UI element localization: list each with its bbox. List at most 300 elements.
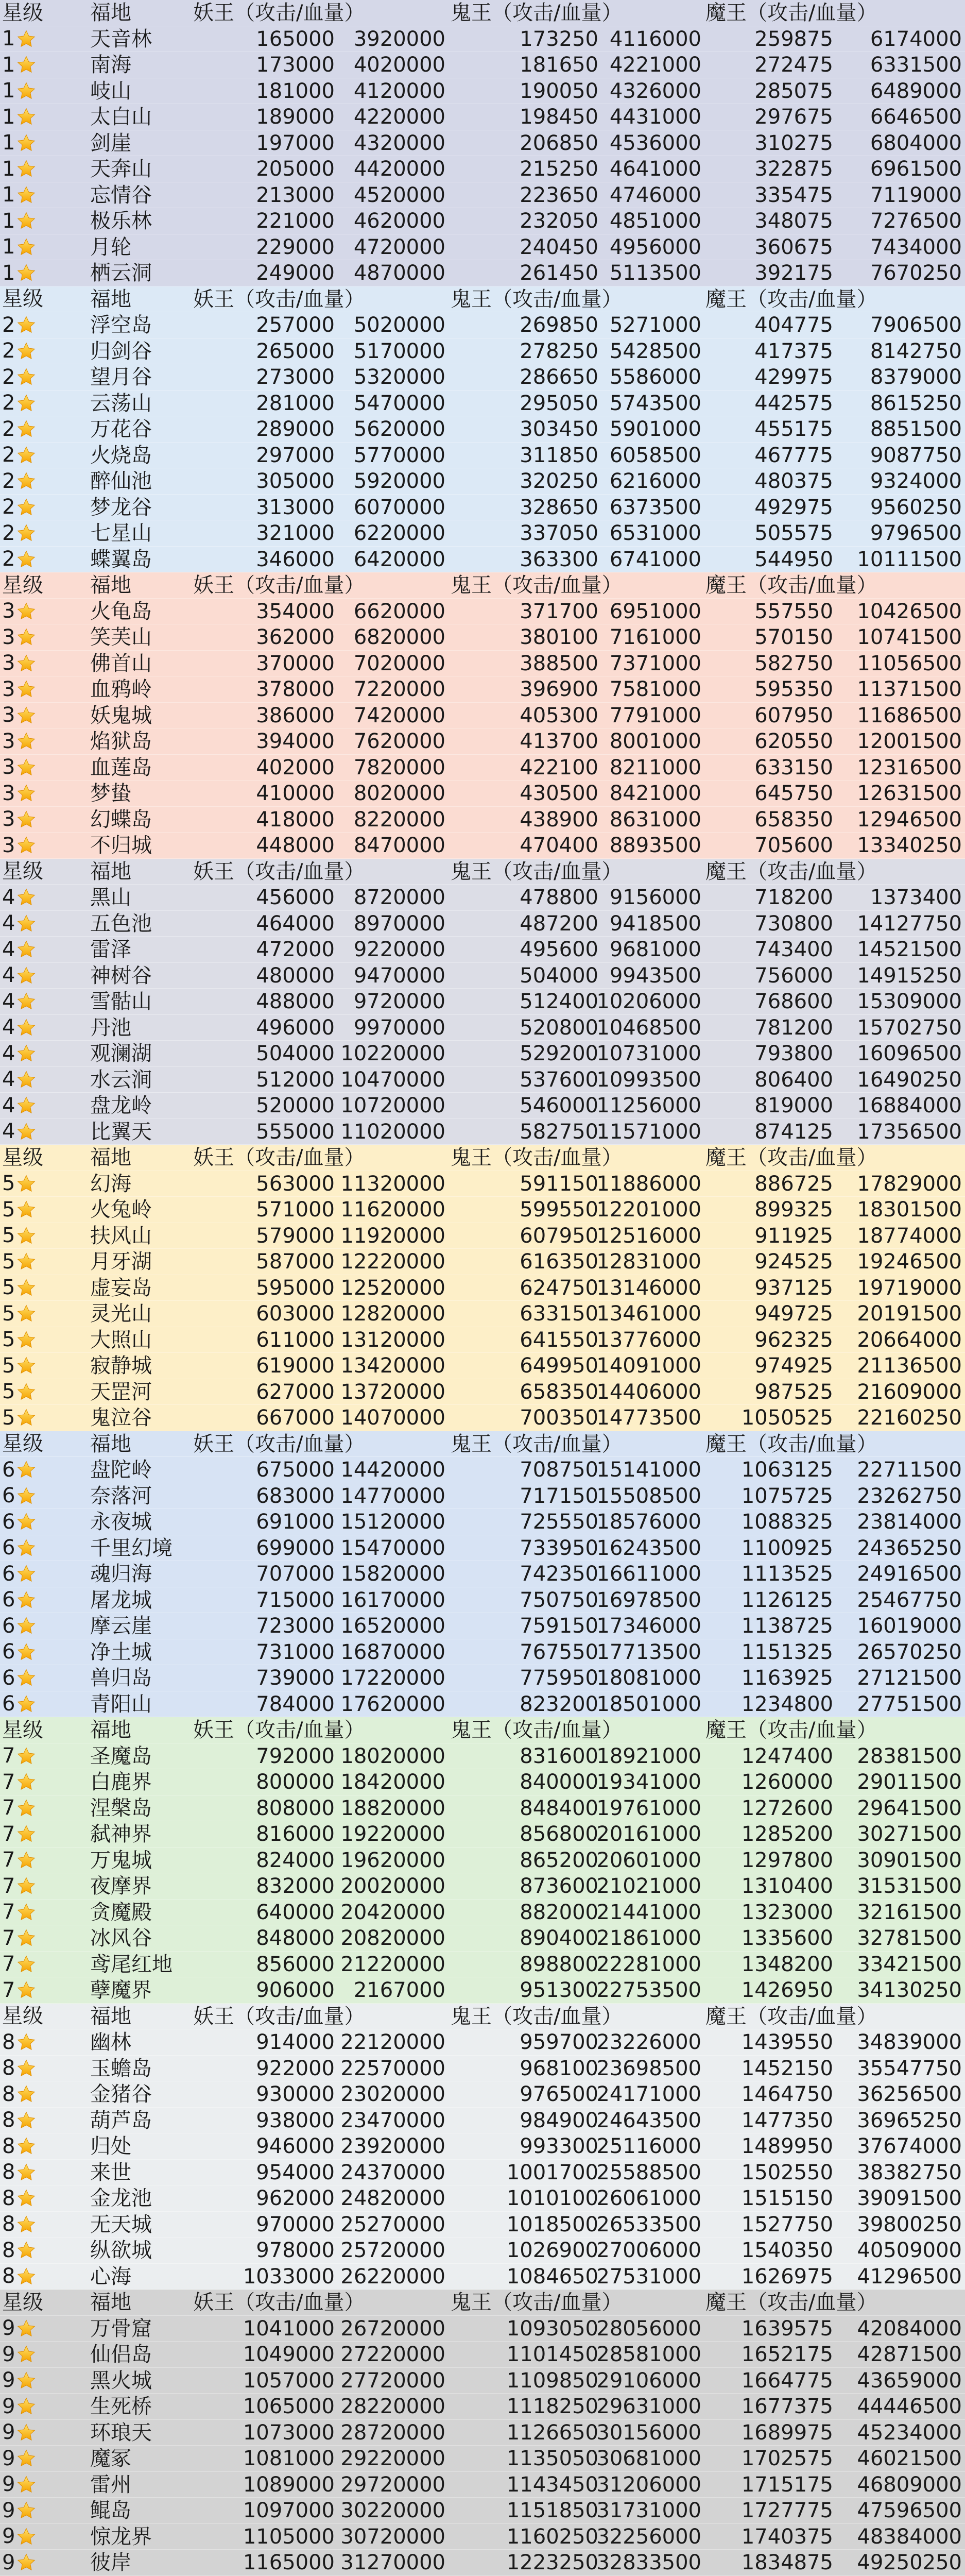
mo-attack: 768600 (754, 990, 833, 1013)
star-level (2, 2498, 37, 2523)
table-row (0, 495, 965, 521)
yao-hp: 6620000 (353, 599, 445, 623)
table-row (0, 2081, 965, 2108)
gui-attack: 223650 (520, 183, 598, 207)
star-number: 3 (2, 625, 15, 649)
table-row (0, 391, 965, 417)
gui-attack: 582750 (520, 1120, 598, 1144)
star-number: 1 (2, 79, 15, 103)
gui-hp: 11886000 (596, 1172, 701, 1196)
star-number: 4 (2, 989, 15, 1013)
star-icon (16, 1772, 37, 1792)
star-number: 5 (2, 1224, 15, 1248)
star-icon (16, 887, 37, 908)
place-name: 剑崖 (90, 131, 131, 155)
star-number: 4 (2, 1093, 15, 1117)
star-level (2, 1665, 37, 1691)
mo-attack: 259875 (754, 27, 833, 51)
mo-hp: 9087750 (870, 443, 962, 467)
table-row (0, 2524, 965, 2550)
table-row (0, 1587, 965, 1614)
mo-hp: 9324000 (870, 469, 962, 493)
star-level (2, 1405, 37, 1431)
mo-hp: 23262750 (857, 1484, 962, 1508)
place-name: 天音林 (90, 27, 152, 51)
header-gui: 鬼王（攻击/血量） (451, 287, 623, 311)
gui-attack: 759150 (520, 1614, 598, 1638)
mo-hp: 9560250 (870, 495, 962, 519)
mo-hp: 16019000 (857, 1614, 962, 1638)
star-icon (16, 783, 37, 804)
star-number: 9 (2, 2472, 15, 2497)
gui-attack: 591150 (520, 1172, 598, 1196)
header-star: 星级 (2, 2290, 43, 2314)
yao-hp: 6820000 (353, 625, 445, 649)
mo-attack: 1626975 (741, 2264, 833, 2289)
mo-attack: 557550 (754, 599, 833, 623)
mo-attack: 730800 (754, 911, 833, 936)
table-row (0, 2056, 965, 2082)
mo-attack: 297675 (754, 105, 833, 129)
yao-hp: 28720000 (340, 2420, 445, 2445)
table-row (0, 1535, 965, 1562)
yao-hp: 16870000 (340, 1640, 445, 1664)
place-name: 心海 (90, 2264, 131, 2289)
header-mo: 魔王（攻击/血量） (705, 2004, 877, 2028)
gui-attack: 413700 (520, 730, 598, 753)
place-name: 扶风山 (90, 1224, 152, 1248)
mo-hp: 36256500 (857, 2082, 962, 2106)
star-level (2, 1379, 37, 1405)
yao-hp: 16170000 (340, 1588, 445, 1612)
mo-attack: 1715175 (741, 2472, 833, 2497)
place-name: 太白山 (90, 105, 152, 129)
place-name: 仙侣岛 (90, 2343, 152, 2366)
table-row (0, 1405, 965, 1431)
yao-hp: 31270000 (340, 2551, 445, 2574)
star-number: 9 (2, 2498, 15, 2522)
star-number: 9 (2, 2420, 15, 2445)
gui-attack: 840000 (520, 1770, 598, 1794)
mo-hp: 10426500 (857, 599, 962, 623)
header-yao: 妖王（攻击/血量） (193, 1, 365, 25)
star-level (2, 1119, 37, 1145)
place-name: 蝶翼岛 (90, 547, 152, 571)
header-place: 福地 (90, 859, 131, 884)
table-row (0, 1639, 965, 1666)
gui-attack: 520800 (520, 1015, 598, 1040)
yao-hp: 19620000 (340, 1848, 445, 1872)
yao-hp: 4720000 (353, 235, 445, 259)
mo-hp: 7276500 (870, 209, 962, 233)
yao-attack: 667000 (256, 1406, 335, 1430)
mo-attack: 1151325 (741, 1640, 833, 1664)
gui-hp: 18081000 (596, 1666, 701, 1690)
gui-attack: 328650 (520, 495, 598, 519)
yao-hp: 12520000 (340, 1276, 445, 1300)
gui-hp: 20601000 (596, 1848, 701, 1872)
star-icon (16, 211, 37, 231)
table-row (0, 2212, 965, 2238)
yao-attack: 619000 (256, 1354, 335, 1378)
place-name: 幻海 (90, 1172, 131, 1196)
table-row (0, 2394, 965, 2420)
mo-hp: 42084000 (857, 2316, 962, 2341)
mo-hp: 9796500 (870, 521, 962, 545)
gui-attack: 1160250 (506, 2524, 598, 2549)
header-row (0, 2004, 965, 2030)
star-icon (16, 1538, 37, 1558)
place-name: 彼岸 (90, 2551, 131, 2574)
gui-hp: 12201000 (596, 1198, 701, 1222)
mo-attack: 1527750 (741, 2212, 833, 2236)
star-icon (16, 2500, 37, 2521)
table-row (0, 651, 965, 677)
gui-attack: 733950 (520, 1536, 598, 1560)
gui-attack: 295050 (520, 391, 598, 415)
mo-attack: 1323000 (741, 1900, 833, 1924)
yao-hp: 29220000 (340, 2447, 445, 2470)
header-star: 星级 (2, 1, 43, 25)
yao-attack: 354000 (256, 599, 335, 623)
mo-attack: 322875 (754, 157, 833, 181)
star-number: 9 (2, 2550, 15, 2574)
mo-attack: 1247400 (741, 1744, 833, 1768)
yao-attack: 472000 (256, 938, 335, 961)
star-level (2, 468, 37, 494)
gui-attack: 641550 (520, 1328, 598, 1352)
place-name: 血鸦岭 (90, 677, 152, 701)
yao-attack: 464000 (256, 911, 335, 936)
yao-hp: 13420000 (340, 1354, 445, 1378)
mo-hp: 20191500 (857, 1302, 962, 1326)
yao-hp: 23020000 (340, 2082, 445, 2106)
mo-hp: 19246500 (857, 1250, 962, 1274)
yao-hp: 5170000 (353, 339, 445, 363)
gui-attack: 363300 (520, 547, 598, 571)
gui-attack: 616350 (520, 1250, 598, 1274)
mo-hp: 22160250 (857, 1406, 962, 1430)
star-number: 3 (2, 703, 15, 727)
place-name: 丹池 (90, 1015, 131, 1040)
place-name: 血莲岛 (90, 755, 152, 779)
star-level (2, 1483, 37, 1509)
star-level (2, 1171, 37, 1197)
yao-hp: 14770000 (340, 1484, 445, 1508)
place-name: 青阳山 (90, 1692, 152, 1716)
star-icon (16, 2136, 37, 2157)
star-number: 7 (2, 1822, 15, 1846)
gui-hp: 13776000 (596, 1328, 701, 1352)
yao-attack: 824000 (256, 1848, 335, 1872)
mo-attack: 1348200 (741, 1952, 833, 1976)
mo-hp: 46809000 (857, 2472, 962, 2497)
table-row (0, 1743, 965, 1770)
yao-attack: 1105000 (243, 2524, 335, 2549)
mo-attack: 1740375 (741, 2524, 833, 2549)
yao-attack: 1057000 (243, 2368, 335, 2393)
gui-hp: 4116000 (609, 27, 701, 51)
star-number: 3 (2, 807, 15, 832)
yao-hp: 5920000 (353, 469, 445, 493)
mo-attack: 1126125 (741, 1588, 833, 1612)
gui-hp: 28581000 (596, 2343, 701, 2366)
place-name: 天罡河 (90, 1380, 152, 1404)
yao-attack: 370000 (256, 651, 335, 675)
star-level (2, 833, 37, 858)
star-icon (16, 341, 37, 362)
gui-hp: 25588500 (596, 2160, 701, 2184)
yao-attack: 297000 (256, 443, 335, 467)
yao-attack: 305000 (256, 469, 335, 493)
place-name: 奈落河 (90, 1484, 152, 1508)
yao-attack: 197000 (256, 131, 335, 155)
yao-hp: 25270000 (340, 2212, 445, 2236)
star-level (2, 2394, 37, 2419)
mo-attack: 886725 (754, 1172, 833, 1196)
mo-hp: 26570250 (857, 1640, 962, 1664)
star-icon (16, 1954, 37, 1975)
mo-hp: 14915250 (857, 963, 962, 988)
place-name: 寂静城 (90, 1354, 152, 1378)
mo-hp: 14127750 (857, 911, 962, 936)
star-icon (16, 1303, 37, 1324)
table-row (0, 885, 965, 911)
gui-attack: 976500 (520, 2082, 598, 2106)
star-icon (16, 367, 37, 387)
gui-hp: 29631000 (596, 2395, 701, 2418)
yao-attack: 496000 (256, 1015, 335, 1040)
star-icon (16, 1694, 37, 1715)
gui-attack: 1151850 (506, 2499, 598, 2522)
gui-hp: 21441000 (596, 1900, 701, 1924)
table-row (0, 1795, 965, 1822)
place-name: 盘龙岭 (90, 1094, 152, 1117)
header-gui: 鬼王（攻击/血量） (451, 1432, 623, 1456)
star-number: 8 (2, 2238, 15, 2262)
table-row (0, 1665, 965, 1691)
yao-attack: 1097000 (243, 2499, 335, 2522)
gui-attack: 649950 (520, 1354, 598, 1378)
place-name: 月牙湖 (90, 1250, 152, 1274)
gui-attack: 700350 (520, 1406, 598, 1430)
mo-attack: 1540350 (741, 2239, 833, 2262)
star-number: 6 (2, 1458, 15, 1482)
place-name: 万花谷 (90, 417, 152, 441)
table-row (0, 1275, 965, 1301)
star-group (0, 1431, 965, 1718)
gui-hp: 18501000 (596, 1692, 701, 1716)
star-level (2, 2160, 37, 2185)
star-number: 8 (2, 2264, 15, 2289)
gui-hp: 22281000 (596, 1952, 701, 1976)
place-name: 焰狱岛 (90, 730, 152, 753)
yao-attack: 1041000 (243, 2316, 335, 2341)
yao-hp: 16520000 (340, 1614, 445, 1638)
star-level (2, 676, 37, 702)
gui-hp: 7161000 (609, 625, 701, 649)
header-star: 星级 (2, 2004, 43, 2028)
star-number: 2 (2, 365, 15, 389)
place-name: 孽魔界 (90, 1978, 152, 2002)
yao-attack: 1065000 (243, 2395, 335, 2418)
star-level (2, 2029, 37, 2055)
table-row (0, 234, 965, 261)
mo-attack: 974925 (754, 1354, 833, 1378)
table-row (0, 1977, 965, 2004)
gui-hp: 4431000 (609, 105, 701, 129)
mo-attack: 819000 (754, 1094, 833, 1117)
star-icon (16, 2266, 37, 2287)
star-level (2, 2081, 37, 2107)
table-row (0, 599, 965, 625)
place-name: 黑火城 (90, 2368, 152, 2393)
star-number: 1 (2, 131, 15, 155)
table-row (0, 104, 965, 130)
yao-attack: 213000 (256, 183, 335, 207)
mo-attack: 1689975 (741, 2420, 833, 2445)
yao-hp: 6420000 (353, 547, 445, 571)
star-icon (16, 991, 37, 1012)
yao-hp: 26720000 (340, 2316, 445, 2341)
table-row (0, 676, 965, 703)
yao-hp: 14420000 (340, 1458, 445, 1482)
mo-attack: 705600 (754, 834, 833, 857)
mo-attack: 1272600 (741, 1796, 833, 1820)
star-level (2, 2524, 37, 2550)
header-mo: 魔王（攻击/血量） (705, 573, 877, 597)
star-icon (16, 29, 37, 49)
star-level (2, 2056, 37, 2081)
mo-attack: 1075725 (741, 1484, 833, 1508)
gui-hp: 22753500 (596, 1978, 701, 2002)
star-level (2, 2185, 37, 2211)
star-level (2, 1327, 37, 1353)
gui-attack: 320250 (520, 469, 598, 493)
place-name: 笑芙山 (90, 625, 152, 649)
gui-hp: 31206000 (596, 2472, 701, 2497)
star-icon (16, 185, 37, 206)
star-group (0, 286, 965, 573)
star-icon (16, 2188, 37, 2209)
star-level (2, 391, 37, 416)
gui-attack: 198450 (520, 105, 598, 129)
yao-hp: 23920000 (340, 2134, 445, 2158)
star-number: 4 (2, 1015, 15, 1040)
star-number: 9 (2, 2394, 15, 2418)
gui-attack: 181650 (520, 53, 598, 77)
mo-hp: 25467750 (857, 1588, 962, 1612)
yao-hp: 4420000 (353, 157, 445, 181)
yao-attack: 346000 (256, 547, 335, 571)
gui-attack: 1093050 (506, 2316, 598, 2341)
place-name: 火兔岭 (90, 1198, 152, 1222)
table-row (0, 547, 965, 573)
mo-attack: 793800 (754, 1042, 833, 1065)
place-name: 夜摩界 (90, 1874, 152, 1898)
star-number: 3 (2, 729, 15, 753)
yao-hp: 17220000 (340, 1666, 445, 1690)
place-name: 火龟岛 (90, 599, 152, 623)
star-number: 5 (2, 1197, 15, 1222)
place-name: 千里幻境 (90, 1536, 173, 1560)
star-level (2, 1093, 37, 1118)
star-level (2, 2133, 37, 2159)
gui-attack: 215250 (520, 157, 598, 181)
gui-hp: 8421000 (609, 782, 701, 805)
header-row (0, 0, 965, 26)
gui-attack: 750750 (520, 1588, 598, 1612)
star-level (2, 1821, 37, 1847)
star-icon (16, 1251, 37, 1272)
star-icon (16, 2214, 37, 2235)
yao-attack: 856000 (256, 1952, 335, 1976)
place-name: 生死桥 (90, 2395, 152, 2418)
star-level (2, 1275, 37, 1301)
yao-hp: 27720000 (340, 2368, 445, 2393)
place-name: 冰风谷 (90, 1926, 152, 1950)
yao-attack: 970000 (256, 2212, 335, 2236)
star-icon (16, 965, 37, 986)
table-row (0, 520, 965, 547)
place-name: 云荡山 (90, 391, 152, 415)
star-number: 3 (2, 781, 15, 805)
yao-hp: 27220000 (340, 2343, 445, 2366)
star-level (2, 1223, 37, 1249)
gui-attack: 890400 (520, 1926, 598, 1950)
table-row (0, 1067, 965, 1093)
place-name: 七星山 (90, 521, 152, 545)
yao-hp: 26220000 (340, 2264, 445, 2289)
yao-hp: 15470000 (340, 1536, 445, 1560)
mo-attack: 1834875 (741, 2551, 833, 2574)
yao-hp: 5020000 (353, 313, 445, 337)
star-level (2, 1691, 37, 1717)
mo-hp: 32781500 (857, 1926, 962, 1950)
gui-hp: 28056000 (596, 2316, 701, 2341)
table-row (0, 1457, 965, 1483)
mo-hp: 41296500 (857, 2264, 962, 2289)
mo-hp: 28381500 (857, 1744, 962, 1768)
header-place: 福地 (90, 1, 131, 25)
gui-attack: 848400 (520, 1796, 598, 1820)
yao-hp: 3920000 (353, 27, 445, 51)
place-name: 鬼泣谷 (90, 1406, 152, 1430)
yao-hp: 7620000 (353, 730, 445, 753)
gui-hp: 6216000 (609, 469, 701, 493)
yao-hp: 8220000 (353, 807, 445, 832)
yao-attack: 627000 (256, 1380, 335, 1404)
yao-hp: 14070000 (340, 1406, 445, 1430)
star-icon (16, 2162, 37, 2183)
star-number: 1 (2, 53, 15, 77)
header-mo: 魔王（攻击/血量） (705, 1, 877, 25)
table-row (0, 1925, 965, 1952)
gui-attack: 968100 (520, 2056, 598, 2080)
star-level (2, 989, 37, 1014)
mo-hp: 6331500 (870, 53, 962, 77)
gui-hp: 13146000 (596, 1276, 701, 1300)
place-name: 岐山 (90, 79, 131, 103)
table-row (0, 1041, 965, 1067)
yao-attack: 249000 (256, 261, 335, 285)
mo-attack: 781200 (754, 1015, 833, 1040)
star-number: 6 (2, 1666, 15, 1690)
yao-attack: 640000 (256, 1900, 335, 1924)
yao-hp: 30720000 (340, 2524, 445, 2549)
place-name: 梦龙谷 (90, 495, 152, 519)
header-gui: 鬼王（攻击/血量） (451, 1146, 623, 1170)
